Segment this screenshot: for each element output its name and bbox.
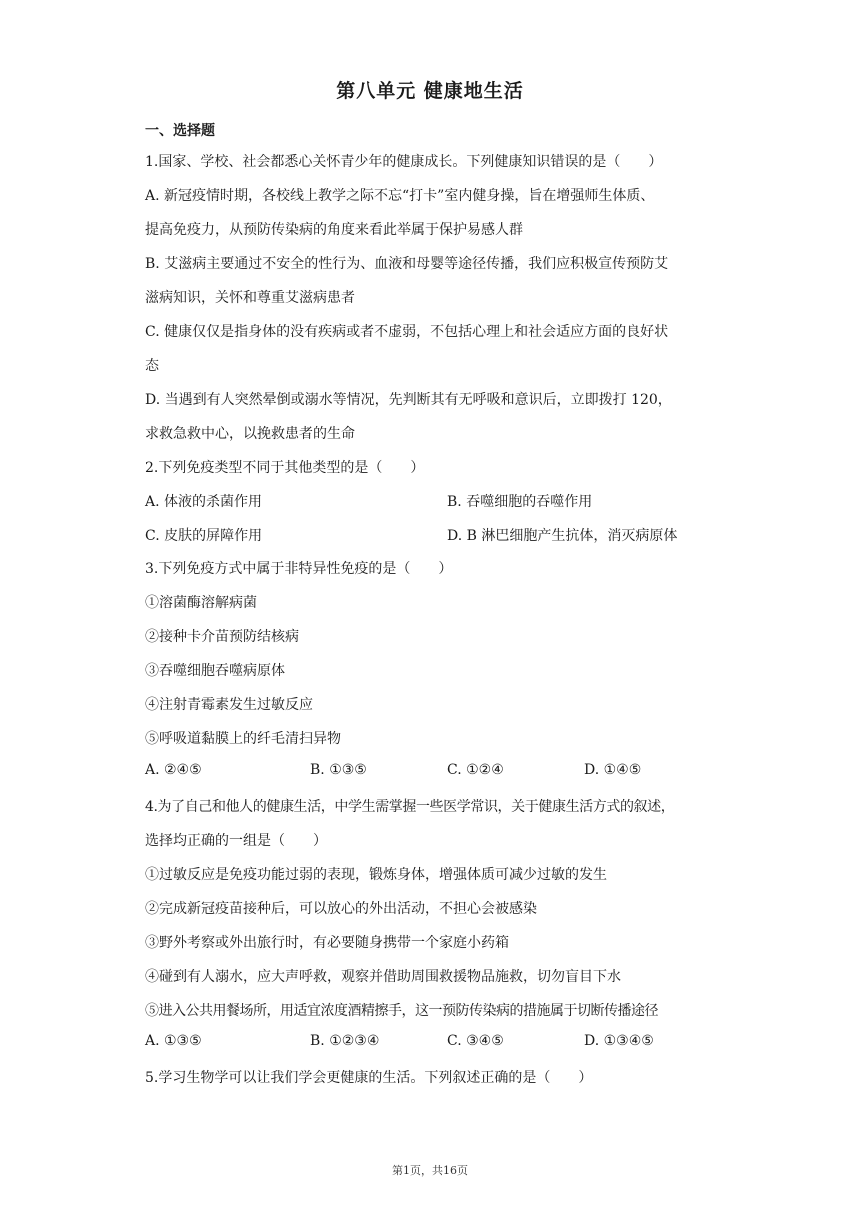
question-4-option-b: B. ①②③④ [310,1033,380,1049]
question-2-option-c: C. 皮肤的屏障作用 [145,528,263,544]
question-3-option-d: D. ①④⑤ [584,762,642,778]
question-1-option-c: C. 健康仅仅是指身体的没有疾病或者不虚弱，不包括心理上和社会适应方面的良好状 [145,324,669,340]
question-2-option-b: B. 吞噬细胞的吞噬作用 [447,494,593,510]
question-1-option-a: A. 新冠疫情时期，各校线上教学之际不忘“打卡”室内健身操，旨在增强师生体质、 [145,188,655,204]
question-3-item: ①溶菌酶溶解病菌 [145,595,257,611]
question-4-item: ②完成新冠疫苗接种后，可以放心的外出活动，不担心会被感染 [145,901,537,917]
question-1-stem: 1.国家、学校、社会都悉心关怀青少年的健康成长。下列健康知识错误的是（ ） [145,154,663,170]
question-2-stem: 2.下列免疫类型不同于其他类型的是（ ） [145,460,425,476]
question-4-option-c: C. ③④⑤ [447,1033,504,1049]
question-3-option-a: A. ②④⑤ [145,762,202,778]
question-4-item: ⑤进入公共用餐场所，用适宜浓度酒精擦手，这一预防传染病的措施属于切断传播途径 [145,1003,658,1019]
question-3-item: ②接种卡介苗预防结核病 [145,629,299,645]
question-3-item: ③吞噬细胞吞噬病原体 [145,663,285,679]
question-4-stem-cont: 选择均正确的一组是（ ） [145,833,327,849]
question-4-item: ④碰到有人溺水，应大声呼救，观察并借助周围救援物品施救，切勿盲目下水 [145,969,621,985]
question-4-item: ③野外考察或外出旅行时，有必要随身携带一个家庭小药箱 [145,935,509,951]
question-4-option-a: A. ①③⑤ [145,1033,202,1049]
question-5-stem: 5.学习生物学可以让我们学会更健康的生活。下列叙述正确的是（ ） [145,1070,593,1086]
page-footer: 第1页，共16页 [392,1164,468,1177]
question-4-item: ①过敏反应是免疫功能过弱的表现，锻炼身体，增强体质可减少过敏的发生 [145,867,607,883]
question-1-option-d: D. 当遇到有人突然晕倒或溺水等情况，先判断其有无呼吸和意识后，立即拨打 120， [145,392,672,408]
question-4-stem: 4.为了自己和他人的健康生活，中学生需掌握一些医学常识，关于健康生活方式的叙述， [145,799,675,815]
question-3-stem: 3.下列免疫方式中属于非特异性免疫的是（ ） [145,561,453,577]
question-3-item: ④注射青霉素发生过敏反应 [145,697,313,713]
question-1-option-d-cont: 求救急救中心，以挽救患者的生命 [145,426,355,442]
question-4-option-d: D. ①③④⑤ [584,1033,654,1049]
question-3-item: ⑤呼吸道黏膜上的纤毛清扫异物 [145,731,341,747]
question-3-option-b: B. ①③⑤ [310,762,367,778]
question-1-option-c-cont: 态 [145,358,159,374]
question-1-option-b: B. 艾滋病主要通过不安全的性行为、血液和母婴等途径传播，我们应积极宣传预防艾 [145,256,669,272]
question-1-option-b-cont: 滋病知识，关怀和尊重艾滋病患者 [145,290,355,306]
question-1-option-a-cont: 提高免疫力，从预防传染病的角度来看此举属于保护易感人群 [145,222,523,238]
section-heading: 一、选择题 [145,123,215,139]
question-2-option-a: A. 体液的杀菌作用 [145,494,263,510]
page-title: 第八单元 健康地生活 [336,80,524,102]
question-3-option-c: C. ①②④ [447,762,504,778]
question-2-option-d: D. B 淋巴细胞产生抗体，消灭病原体 [447,528,678,544]
